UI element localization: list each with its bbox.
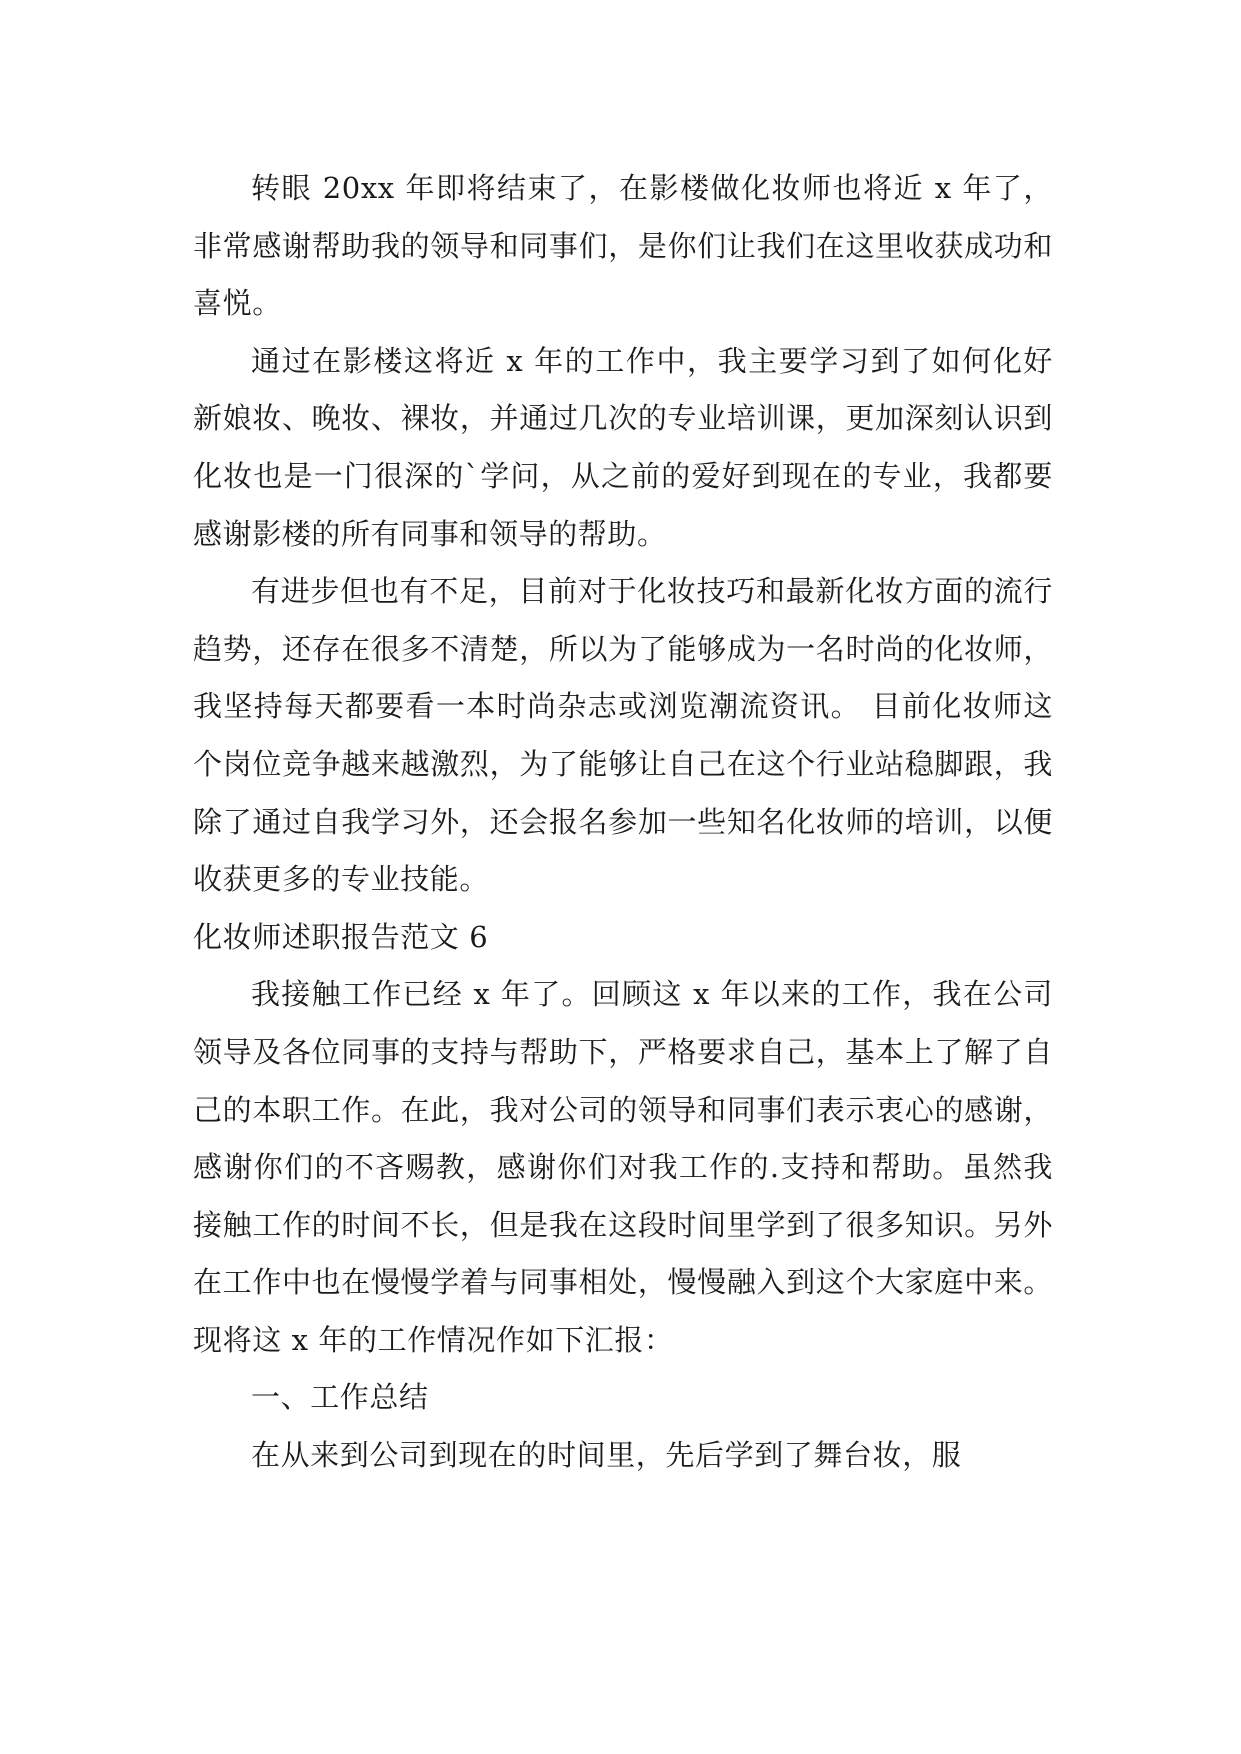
paragraph-summary-start: 在从来到公司到现在的时间里，先后学到了舞台妆，服	[251, 1438, 962, 1473]
paragraph-report-intro: 我接触工作已经 x 年了。回顾这 x 年以来的工作，我在公司领导及各位同事的支持与帮助下，严格要求自己，基本上了解了自己的本职工作。在此，我对公司的领导和同事们表示衷心的感谢，感谢你们的不吝赐教，感谢你们对我工作的.支持和帮助。虽然我接触工作的时间不长，但是我在这段时间里学到了很多知识。另外在工作中也在慢慢学着与同事相处，慢慢融入到这个大家庭中来。现将这 x 年的工作情况作如下汇报：	[193, 977, 1053, 1357]
section-heading: 化妆师述职报告范文 6	[193, 919, 489, 954]
paragraph-subheading-summary: 一、工作总结	[251, 1380, 429, 1415]
paragraph-intro: 转眼 20xx 年即将结束了，在影楼做化妆师也将近 x 年了，非常感谢帮助我的领导和同事们，是你们让我们在这里收获成功和喜悦。	[193, 171, 1053, 321]
document-body	[193, 160, 1053, 1485]
paragraph-shortcomings: 有进步但也有不足，目前对于化妆技巧和最新化妆方面的流行趋势，还存在很多不清楚，所以为了能够成为一名时尚的化妆师，我坚持每天都要看一本时尚杂志或浏览潮流资讯。 目前化妆师这个岗位竞争越来越激烈，为了能够让自己在这个行业站稳脚跟，我除了通过自我学习外，还会报名参加一些知名化妆师的培训，以便收获更多的专业技能。	[193, 574, 1053, 897]
paragraph-learning: 通过在影楼这将近 x 年的工作中，我主要学习到了如何化好新娘妆、晚妆、裸妆，并通过几次的专业培训课，更加深刻认识到化妆也是一门很深的`学问，从之前的爱好到现在的专业，我都要感谢影楼的所有同事和领导的帮助。	[193, 343, 1053, 551]
